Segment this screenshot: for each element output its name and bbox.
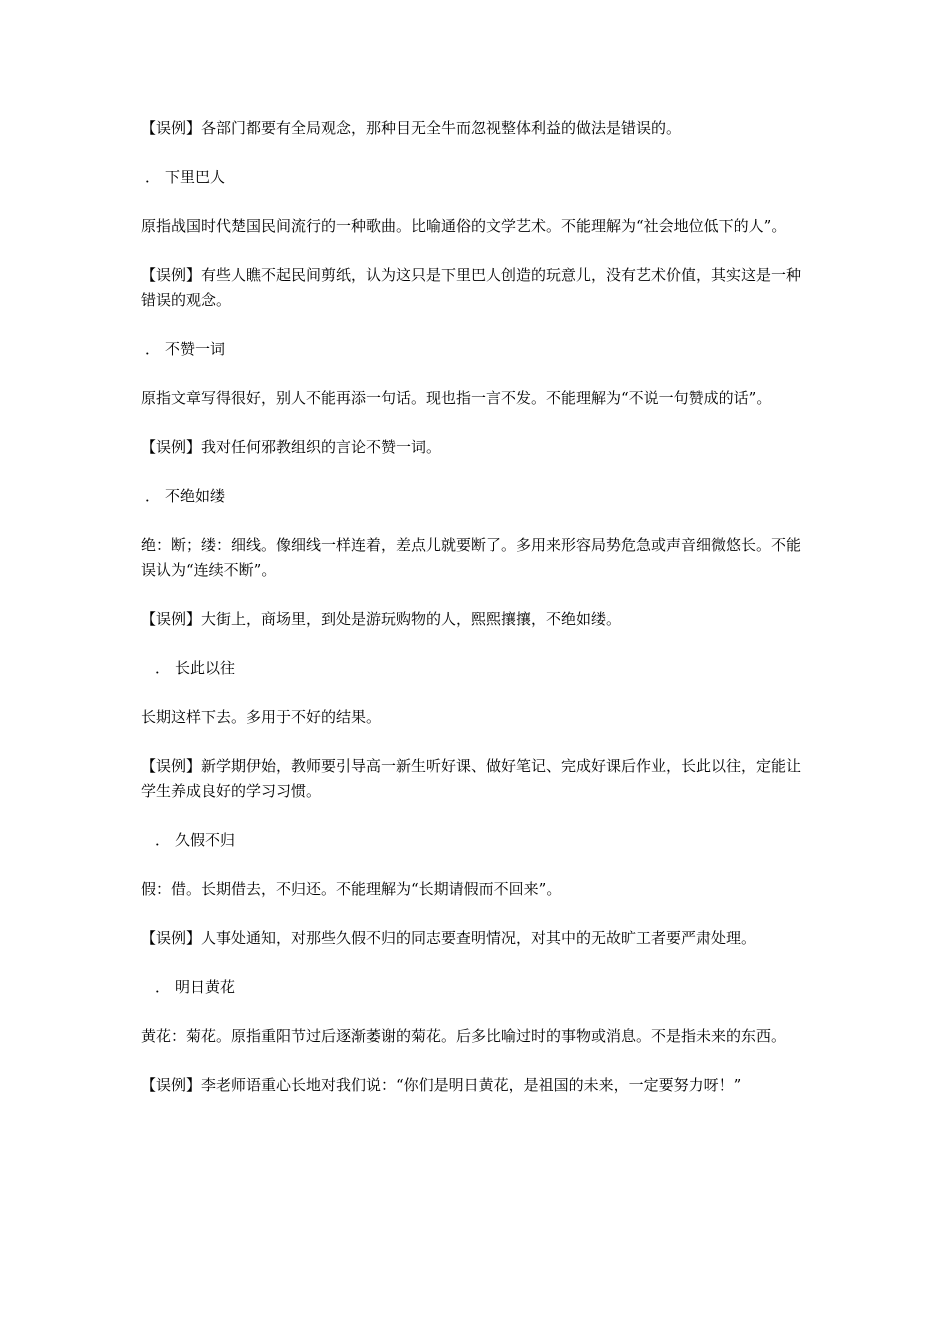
heading-bullet: ． bbox=[145, 340, 161, 358]
example-paragraph: 【误例】我对任何邪教组织的言论不赞一词。 bbox=[141, 438, 442, 456]
example-paragraph: 【误例】大街上，商场里，到处是游玩购物的人，熙熙攘攘，不绝如缕。 bbox=[141, 610, 622, 628]
term-label: 长此以往 bbox=[175, 659, 236, 677]
heading-bullet: ． bbox=[155, 831, 171, 849]
definition-paragraph: 假：借。长期借去，不归还。不能理解为“长期请假而不回来”。 bbox=[141, 880, 562, 898]
example-paragraph: 【误例】有些人瞧不起民间剪纸，认为这只是下里巴人创造的玩意儿，没有艺术价值，其实这是一种错误的观念。 bbox=[141, 266, 802, 309]
heading-bullet: ． bbox=[155, 978, 171, 996]
term-heading bbox=[141, 656, 813, 681]
term-heading bbox=[141, 975, 813, 1000]
heading-bullet: ． bbox=[145, 168, 161, 186]
example-paragraph: 【误例】新学期伊始，教师要引导高一新生听好课、做好笔记、完成好课后作业，长此以往，定能让学生养成良好的学习习惯。 bbox=[141, 757, 802, 800]
term-label: 下里巴人 bbox=[165, 168, 226, 186]
example-paragraph: 【误例】人事处通知，对那些久假不归的同志要查明情况，对其中的无故旷工者要严肃处理。 bbox=[141, 929, 757, 947]
definition-paragraph: 长期这样下去。多用于不好的结果。 bbox=[141, 708, 382, 726]
term-label: 久假不归 bbox=[175, 831, 236, 849]
term-heading bbox=[141, 828, 813, 853]
term-heading bbox=[141, 165, 813, 190]
term-label: 明日黄花 bbox=[175, 978, 236, 996]
definition-paragraph: 原指文章写得很好，别人不能再添一句话。现也指一言不发。不能理解为“不说一句赞成的话”。 bbox=[141, 389, 772, 407]
heading-bullet: ． bbox=[155, 659, 171, 677]
definition-paragraph: 绝：断；缕：细线。像细线一样连着，差点儿就要断了。多用来形容局势危急或声音细微悠长。不能误认为“连续不断”。 bbox=[141, 536, 802, 579]
document-body bbox=[141, 116, 813, 1098]
definition-paragraph: 黄花：菊花。原指重阳节过后逐渐萎谢的菊花。后多比喻过时的事物或消息。不是指未来的东西。 bbox=[141, 1027, 787, 1045]
definition-paragraph: 原指战国时代楚国民间流行的一种歌曲。比喻通俗的文学艺术。不能理解为“社会地位低下的人”。 bbox=[141, 217, 787, 235]
example-paragraph: 【误例】各部门都要有全局观念，那种目无全牛而忽视整体利益的做法是错误的。 bbox=[141, 119, 682, 137]
example-paragraph: 【误例】李老师语重心长地对我们说：“你们是明日黄花，是祖国的未来，一定要努力呀！” bbox=[141, 1076, 742, 1094]
term-heading bbox=[141, 484, 813, 509]
term-label: 不绝如缕 bbox=[165, 487, 226, 505]
term-label: 不赞一词 bbox=[165, 340, 226, 358]
heading-bullet: ． bbox=[145, 487, 161, 505]
term-heading bbox=[141, 337, 813, 362]
